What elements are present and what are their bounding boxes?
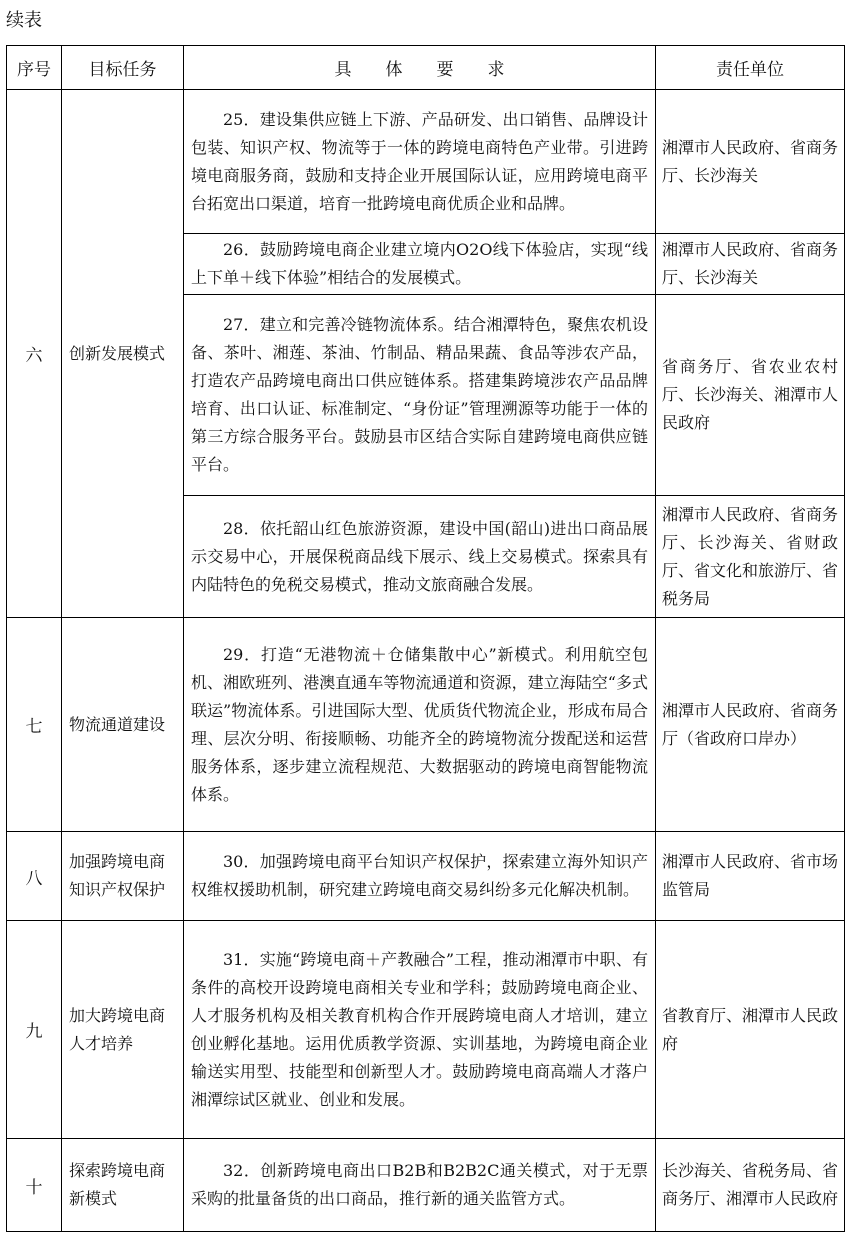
responsible-unit-cell: 湘潭市人民政府、省市场监管局: [656, 832, 845, 921]
requirement-cell: 26．鼓励跨境电商企业建立境内O2O线下体验店，实现“线上下单＋线下体验”相结合的发展模式。: [184, 234, 656, 295]
requirement-cell: 30．加强跨境电商平台知识产权保护，探索建立海外知识产权维权援助机制，研究建立跨境电商交易纠纷多元化解决机制。: [184, 832, 656, 921]
section-task: 物流通道建设: [62, 618, 184, 832]
section-task: 加大跨境电商人才培养: [62, 921, 184, 1139]
responsible-unit-cell: 省商务厅、省农业农村厅、长沙海关、湘潭市人民政府: [656, 295, 845, 496]
responsible-unit-cell: 湘潭市人民政府、省商务厅、长沙海关: [656, 90, 845, 234]
task-table: [6, 45, 845, 1232]
responsible-unit-cell: 省教育厅、湘潭市人民政府: [656, 921, 845, 1139]
section-task: 探索跨境电商新模式: [62, 1139, 184, 1232]
responsible-unit-cell: 湘潭市人民政府、省商务厅、长沙海关、省财政厅、省文化和旅游厅、省税务局: [656, 496, 845, 618]
requirement-cell: 25．建设集供应链上下游、产品研发、出口销售、品牌设计包装、知识产权、物流等于一体的跨境电商特色产业带。引进跨境电商服务商，鼓励和支持企业开展国际认证，应用跨境电商平台拓宽出口渠道，培育一批跨境电商优质企业和品牌。: [184, 90, 656, 234]
table-header-row: [7, 46, 845, 90]
section-number: 九: [7, 921, 62, 1139]
section-number: 六: [7, 90, 62, 618]
header-no: 序号: [7, 46, 62, 90]
requirement-cell: 27．建立和完善冷链物流体系。结合湘潭特色，聚焦农机设备、茶叶、湘莲、茶油、竹制品、精品果蔬、食品等涉农产品，打造农产品跨境电商出口供应链体系。搭建集跨境涉农产品品牌培育、出口认证、标准制定、“身份证”管理溯源等功能于一体的第三方综合服务平台。鼓励县市区结合实际自建跨境电商供应链平台。: [184, 295, 656, 496]
responsible-unit-cell: 湘潭市人民政府、省商务厅（省政府口岸办）: [656, 618, 845, 832]
table-row: [7, 1139, 845, 1232]
responsible-unit-cell: 湘潭市人民政府、省商务厅、长沙海关: [656, 234, 845, 295]
section-number: 十: [7, 1139, 62, 1232]
requirement-cell: 29．打造“无港物流＋仓储集散中心”新模式。利用航空包机、湘欧班列、港澳直通车等物流通道和资源，建立海陆空“多式联运”物流体系。引进国际大型、优质货代物流企业，形成布局合理、层次分明、衔接顺畅、功能齐全的跨境物流分拨配送和运营服务体系，逐步建立流程规范、大数据驱动的跨境电商智能物流体系。: [184, 618, 656, 832]
requirement-cell: 32．创新跨境电商出口B2B和B2B2C通关模式，对于无票采购的批量备货的出口商品，推行新的通关监管方式。: [184, 1139, 656, 1232]
table-row: [7, 832, 845, 921]
header-requirements: 具 体 要 求: [184, 46, 656, 90]
section-task: 创新发展模式: [62, 90, 184, 618]
table-row: [7, 921, 845, 1139]
page-caption: 续表: [6, 10, 42, 31]
section-number: 七: [7, 618, 62, 832]
requirement-cell: 28．依托韶山红色旅游资源，建设中国(韶山)进出口商品展示交易中心，开展保税商品线下展示、线上交易模式。探索具有内陆特色的免税交易模式，推动文旅商融合发展。: [184, 496, 656, 618]
table-row: [7, 618, 845, 832]
requirement-cell: 31．实施“跨境电商＋产教融合”工程，推动湘潭市中职、有条件的高校开设跨境电商相关专业和学科；鼓励跨境电商企业、人才服务机构及相关教育机构合作开展跨境电商人才培训，建立创业孵化基地。运用优质教学资源、实训基地，为跨境电商企业输送实用型、技能型和创新型人才。鼓励跨境电商高端人才落户湘潭综试区就业、创业和发展。: [184, 921, 656, 1139]
section-number: 八: [7, 832, 62, 921]
section-task: 加强跨境电商知识产权保护: [62, 832, 184, 921]
responsible-unit-cell: 长沙海关、省税务局、省商务厅、湘潭市人民政府: [656, 1139, 845, 1232]
table-row: [7, 90, 845, 234]
header-responsible-unit: 责任单位: [656, 46, 845, 90]
header-task: 目标任务: [62, 46, 184, 90]
